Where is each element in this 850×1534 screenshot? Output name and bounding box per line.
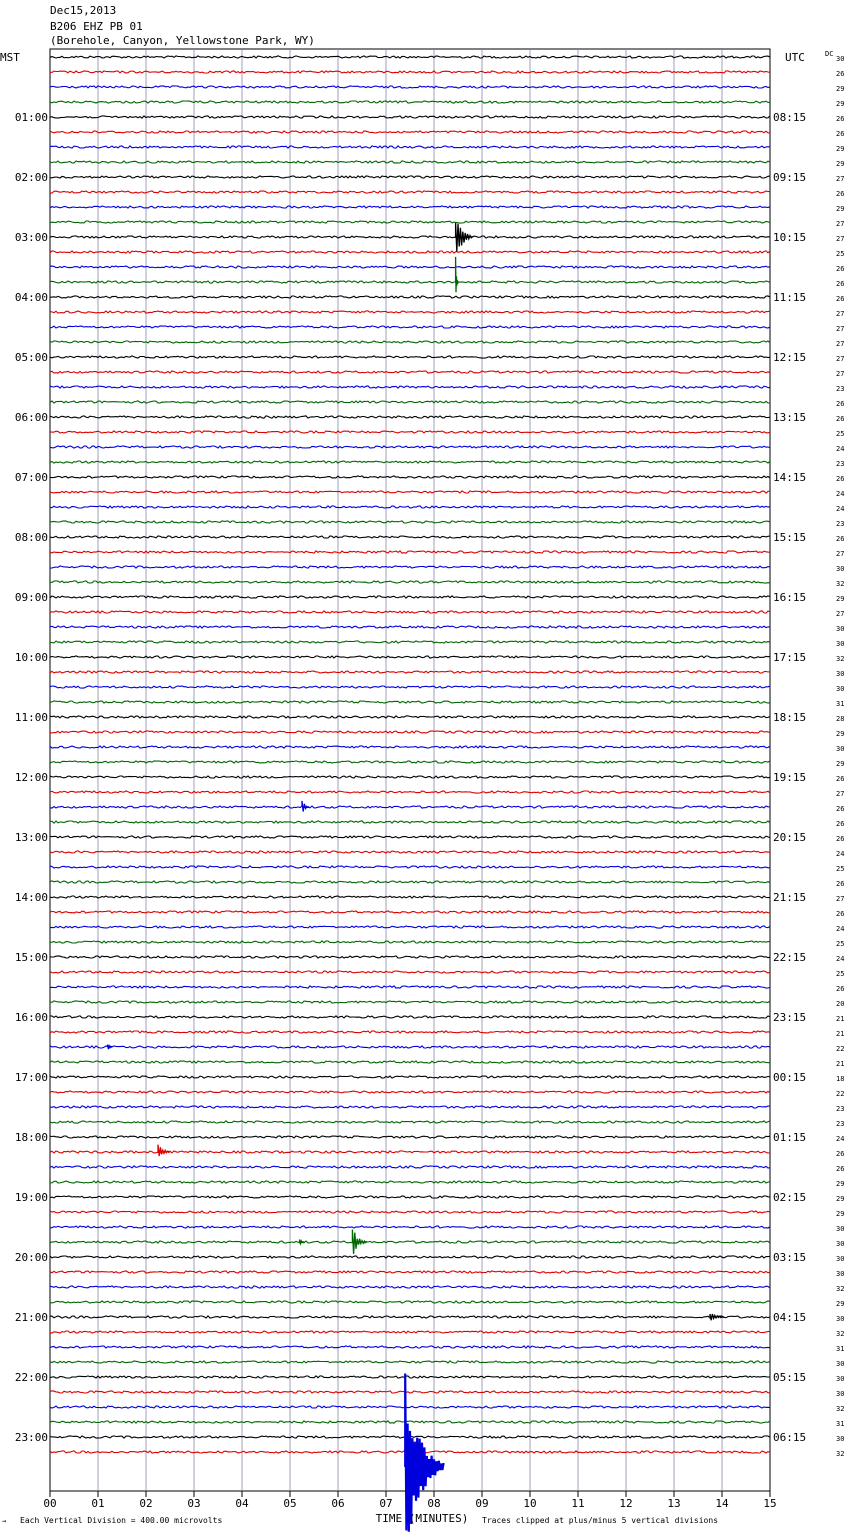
- dc-offset-value: 24: [836, 850, 845, 858]
- dc-offset-value: 26: [836, 535, 845, 543]
- x-tick-label: 02: [139, 1497, 153, 1510]
- seismic-trace: [50, 1421, 770, 1423]
- local-hour-label: 20:00: [14, 1251, 48, 1264]
- seismic-trace: [50, 536, 770, 538]
- dc-offset-value: 29: [836, 205, 845, 213]
- dc-offset-value: 30: [836, 1270, 845, 1278]
- plot-date: Dec15,2013: [50, 4, 117, 17]
- seismic-trace: [50, 296, 770, 298]
- dc-offset-value: 18: [836, 1075, 845, 1083]
- local-hour-label: 16:00: [14, 1011, 48, 1024]
- dc-offset-value: 23: [836, 1105, 845, 1113]
- local-hour-label: 18:00: [14, 1131, 48, 1144]
- seismic-trace: [50, 1106, 770, 1108]
- utc-hour-label: 14:15: [773, 471, 807, 484]
- dc-offset-value: 25: [836, 940, 845, 948]
- dc-offset-value: 25: [836, 430, 845, 438]
- dc-offset-value: 26: [836, 280, 845, 288]
- seismic-event: [352, 1230, 366, 1254]
- dc-offset-value: 24: [836, 955, 845, 963]
- seismic-trace: [50, 146, 770, 148]
- seismic-trace: [50, 971, 770, 973]
- dc-offset-value: 26: [836, 295, 845, 303]
- dc-offset-value: 26: [836, 190, 845, 198]
- dc-offset-value: 26: [836, 820, 845, 828]
- local-hour-label: 21:00: [14, 1311, 48, 1324]
- x-tick-label: 07: [379, 1497, 393, 1510]
- seismic-trace: [50, 56, 770, 58]
- dc-offset-value: 29: [836, 730, 845, 738]
- seismic-trace: [50, 581, 770, 583]
- seismic-trace: [50, 956, 770, 958]
- seismic-trace: [50, 746, 770, 748]
- dc-offset-value: 28: [836, 715, 845, 723]
- utc-hour-label: 15:15: [773, 531, 807, 544]
- seismic-trace: [50, 836, 770, 838]
- dc-offset-value: 24: [836, 925, 845, 933]
- local-hour-label: 12:00: [14, 771, 48, 784]
- x-tick-label: 14: [715, 1497, 729, 1510]
- seismic-trace: [50, 1301, 770, 1303]
- seismic-trace: [50, 1001, 770, 1003]
- seismic-trace: [50, 161, 770, 163]
- seismic-trace: [50, 551, 770, 553]
- seismic-trace: [50, 611, 770, 613]
- station-location: (Borehole, Canyon, Yellowstone Park, WY): [50, 34, 315, 47]
- local-hour-label: 19:00: [14, 1191, 48, 1204]
- seismic-trace: [50, 1346, 770, 1348]
- seismic-trace: [50, 896, 770, 898]
- seismic-trace: [50, 566, 770, 568]
- dc-offset-value: 26: [836, 130, 845, 138]
- x-tick-label: 12: [619, 1497, 633, 1510]
- seismic-trace: [50, 686, 770, 688]
- seismic-trace: [50, 311, 770, 313]
- dc-offset-value: 26: [836, 400, 845, 408]
- seismic-trace: [50, 131, 770, 133]
- utc-hour-label: 01:15: [773, 1131, 807, 1144]
- x-tick-label: 11: [571, 1497, 585, 1510]
- x-tick-label: 03: [187, 1497, 201, 1510]
- dc-offset-value: 24: [836, 445, 845, 453]
- dc-offset-value: 27: [836, 340, 845, 348]
- dc-offset-value: 25: [836, 250, 845, 258]
- dc-offset-value: 30: [836, 1240, 845, 1248]
- dc-offset-value: 23: [836, 520, 845, 528]
- dc-offset-value: 32: [836, 1405, 845, 1413]
- seismic-trace: [50, 626, 770, 628]
- seismic-trace: [50, 1241, 770, 1243]
- dc-offset-value: 23: [836, 1120, 845, 1128]
- dc-offset-value: 26: [836, 805, 845, 813]
- local-hour-label: 03:00: [14, 231, 48, 244]
- seismic-event: [158, 1145, 170, 1157]
- seismic-trace: [50, 671, 770, 673]
- utc-hour-label: 16:15: [773, 591, 807, 604]
- seismic-trace: [50, 266, 770, 268]
- dc-offset-value: 27: [836, 550, 845, 558]
- seismic-event: [456, 257, 458, 292]
- dc-offset-value: 26: [836, 70, 845, 78]
- dc-offset-value: 30: [836, 640, 845, 648]
- dc-offset-value: 30: [836, 1435, 845, 1443]
- utc-hour-label: 18:15: [773, 711, 807, 724]
- dc-offset-value: 23: [836, 385, 845, 393]
- local-hour-label: 11:00: [14, 711, 48, 724]
- seismic-trace: [50, 71, 770, 73]
- dc-offset-value: 30: [836, 1225, 845, 1233]
- x-tick-label: 13: [667, 1497, 681, 1510]
- dc-offset-value: 26: [836, 880, 845, 888]
- seismic-trace: [50, 701, 770, 703]
- seismic-trace: [50, 401, 770, 403]
- seismic-trace: [50, 866, 770, 868]
- local-hour-label: 17:00: [14, 1071, 48, 1084]
- utc-hour-label: 02:15: [773, 1191, 807, 1204]
- dc-offset-value: 25: [836, 865, 845, 873]
- seismic-trace: [50, 1181, 770, 1183]
- seismic-trace: [50, 1406, 770, 1408]
- x-tick-label: 00: [43, 1497, 57, 1510]
- dc-offset-value: 26: [836, 775, 845, 783]
- dc-offset-value: 31: [836, 1420, 845, 1428]
- seismic-trace: [50, 1196, 770, 1198]
- seismic-trace: [50, 821, 770, 823]
- dc-offset-value: 21: [836, 1030, 845, 1038]
- local-hour-label: 23:00: [14, 1431, 48, 1444]
- seismic-trace: [50, 431, 770, 433]
- corner-mark: →: [2, 1517, 7, 1525]
- dc-offset-value: 29: [836, 85, 845, 93]
- utc-hour-label: 05:15: [773, 1371, 807, 1384]
- dc-offset-value: 32: [836, 1450, 845, 1458]
- dc-offset-value: 27: [836, 235, 845, 243]
- seismic-trace: [50, 281, 770, 283]
- dc-offset-value: 29: [836, 595, 845, 603]
- dc-offset-value: 30: [836, 1315, 845, 1323]
- seismic-trace: [50, 941, 770, 943]
- local-hour-label: 08:00: [14, 531, 48, 544]
- utc-hour-label: 11:15: [773, 291, 807, 304]
- dc-column-header: DC: [825, 50, 834, 58]
- dc-offset-value: 25: [836, 970, 845, 978]
- clip-note: Traces clipped at plus/minus 5 vertical divisions: [482, 1516, 719, 1525]
- dc-offset-value: 29: [836, 1300, 845, 1308]
- seismic-trace: [50, 491, 770, 493]
- seismic-trace: [50, 221, 770, 223]
- dc-offset-value: 26: [836, 115, 845, 123]
- station-code: B206 EHZ PB 01: [50, 20, 143, 33]
- utc-hour-label: 04:15: [773, 1311, 807, 1324]
- seismic-trace: [50, 521, 770, 523]
- dc-offset-value: 22: [836, 1090, 845, 1098]
- utc-hour-label: 23:15: [773, 1011, 807, 1024]
- seismic-trace: [50, 716, 770, 718]
- seismic-trace: [50, 116, 770, 118]
- utc-hour-label: 13:15: [773, 411, 807, 424]
- local-timezone-label: MST: [0, 51, 20, 64]
- dc-offset-value: 29: [836, 1210, 845, 1218]
- seismic-trace: [50, 776, 770, 778]
- seismic-trace: [50, 1211, 770, 1213]
- local-hour-label: 07:00: [14, 471, 48, 484]
- dc-offset-value: 26: [836, 415, 845, 423]
- seismic-trace: [50, 1016, 770, 1018]
- seismic-trace: [50, 386, 770, 388]
- seismic-trace: [50, 1046, 770, 1048]
- seismic-trace: [50, 1391, 770, 1393]
- dc-offset-value: 29: [836, 100, 845, 108]
- dc-offset-value: 27: [836, 220, 845, 228]
- dc-offset-value: 27: [836, 325, 845, 333]
- seismic-trace: [50, 1121, 770, 1123]
- seismic-trace: [50, 926, 770, 928]
- seismic-trace: [50, 86, 770, 88]
- x-tick-label: 15: [763, 1497, 777, 1510]
- seismic-trace: [50, 791, 770, 793]
- seismic-trace: [50, 251, 770, 253]
- dc-offset-value: 30: [836, 685, 845, 693]
- seismic-trace: [50, 1376, 770, 1378]
- scale-note: Each Vertical Division = 400.00 microvolts: [20, 1516, 223, 1525]
- dc-offset-value: 29: [836, 145, 845, 153]
- x-tick-label: 05: [283, 1497, 297, 1510]
- seismic-trace: [50, 1061, 770, 1063]
- local-hour-label: 01:00: [14, 111, 48, 124]
- x-tick-label: 09: [475, 1497, 489, 1510]
- utc-hour-label: 12:15: [773, 351, 807, 364]
- dc-offset-value: 30: [836, 1375, 845, 1383]
- seismic-trace: [50, 341, 770, 343]
- utc-hour-label: 00:15: [773, 1071, 807, 1084]
- seismic-trace: [50, 656, 770, 658]
- x-tick-label: 04: [235, 1497, 249, 1510]
- seismic-trace: [50, 881, 770, 883]
- seismic-trace: [50, 206, 770, 208]
- dc-offset-value: 30: [836, 1390, 845, 1398]
- dc-offset-value: 24: [836, 490, 845, 498]
- dc-offset-value: 30: [836, 1360, 845, 1368]
- dc-offset-value: 29: [836, 160, 845, 168]
- seismic-trace: [50, 1076, 770, 1078]
- seismic-event: [108, 1045, 113, 1050]
- dc-offset-value: 30: [836, 565, 845, 573]
- dc-offset-value: 29: [836, 1195, 845, 1203]
- utc-hour-label: 22:15: [773, 951, 807, 964]
- x-axis-title: TIME (MINUTES): [375, 1512, 469, 1525]
- seismic-trace: [50, 101, 770, 103]
- dc-offset-value: 27: [836, 355, 845, 363]
- utc-hour-label: 19:15: [773, 771, 807, 784]
- seismic-trace: [50, 596, 770, 598]
- seismic-trace: [50, 461, 770, 463]
- dc-offset-value: 26: [836, 1165, 845, 1173]
- seismic-trace: [50, 851, 770, 853]
- seismic-trace: [50, 1271, 770, 1273]
- dc-offset-value: 29: [836, 1180, 845, 1188]
- dc-offset-value: 26: [836, 835, 845, 843]
- local-hour-label: 04:00: [14, 291, 48, 304]
- dc-offset-value: 32: [836, 1330, 845, 1338]
- dc-offset-value: 24: [836, 505, 845, 513]
- dc-offset-value: 27: [836, 610, 845, 618]
- local-hour-label: 15:00: [14, 951, 48, 964]
- dc-offset-value: 31: [836, 1345, 845, 1353]
- dc-offset-value: 32: [836, 655, 845, 663]
- local-hour-label: 09:00: [14, 591, 48, 604]
- utc-hour-label: 21:15: [773, 891, 807, 904]
- seismic-trace: [50, 476, 770, 478]
- seismic-trace: [50, 1166, 770, 1168]
- dc-offset-value: 20: [836, 1000, 845, 1008]
- seismic-trace: [50, 446, 770, 448]
- seismic-trace: [50, 1361, 770, 1363]
- seismic-trace: [50, 416, 770, 418]
- dc-offset-value: 23: [836, 460, 845, 468]
- seismic-event: [456, 223, 473, 252]
- seismic-trace: [50, 1091, 770, 1093]
- seismic-trace: [50, 1256, 770, 1258]
- local-hour-label: 14:00: [14, 891, 48, 904]
- seismic-trace: [50, 1331, 770, 1333]
- dc-offset-value: 27: [836, 370, 845, 378]
- seismic-trace: [50, 1286, 770, 1288]
- dc-offset-value: 30: [836, 55, 845, 63]
- seismic-trace: [50, 1316, 770, 1318]
- seismic-trace: [50, 356, 770, 358]
- dc-offset-value: 22: [836, 1045, 845, 1053]
- dc-offset-value: 30: [836, 1255, 845, 1263]
- dc-offset-value: 30: [836, 745, 845, 753]
- seismic-trace: [50, 191, 770, 193]
- dc-offset-value: 26: [836, 1150, 845, 1158]
- utc-hour-label: 09:15: [773, 171, 807, 184]
- seismic-trace: [50, 761, 770, 763]
- dc-offset-value: 30: [836, 625, 845, 633]
- utc-hour-label: 20:15: [773, 831, 807, 844]
- x-tick-label: 06: [331, 1497, 345, 1510]
- dc-offset-value: 31: [836, 700, 845, 708]
- utc-hour-label: 10:15: [773, 231, 807, 244]
- dc-offset-value: 30: [836, 670, 845, 678]
- dc-offset-value: 32: [836, 580, 845, 588]
- plot-frame: [50, 49, 770, 1491]
- local-hour-label: 02:00: [14, 171, 48, 184]
- x-tick-label: 01: [91, 1497, 105, 1510]
- local-hour-label: 22:00: [14, 1371, 48, 1384]
- dc-offset-value: 27: [836, 175, 845, 183]
- dc-offset-value: 24: [836, 1135, 845, 1143]
- seismic-trace: [50, 236, 770, 238]
- seismic-trace: [50, 1136, 770, 1138]
- local-hour-label: 13:00: [14, 831, 48, 844]
- dc-offset-value: 32: [836, 1285, 845, 1293]
- utc-timezone-label: UTC: [785, 51, 805, 64]
- seismic-trace: [50, 176, 770, 178]
- dc-offset-value: 21: [836, 1060, 845, 1068]
- dc-offset-value: 27: [836, 895, 845, 903]
- dc-offset-value: 26: [836, 910, 845, 918]
- x-tick-label: 08: [427, 1497, 441, 1510]
- dc-offset-value: 26: [836, 265, 845, 273]
- utc-hour-label: 17:15: [773, 651, 807, 664]
- seismic-trace: [50, 326, 770, 328]
- dc-offset-value: 29: [836, 760, 845, 768]
- dc-offset-value: 27: [836, 310, 845, 318]
- seismic-trace: [50, 806, 770, 808]
- utc-hour-label: 03:15: [773, 1251, 807, 1264]
- local-hour-label: 06:00: [14, 411, 48, 424]
- seismic-trace: [50, 731, 770, 733]
- seismic-event: [302, 801, 309, 812]
- seismic-trace: [50, 986, 770, 988]
- dc-offset-value: 26: [836, 475, 845, 483]
- seismic-trace: [50, 506, 770, 508]
- utc-hour-label: 08:15: [773, 111, 807, 124]
- seismic-trace: [50, 911, 770, 913]
- seismic-trace: [50, 641, 770, 643]
- local-hour-label: 05:00: [14, 351, 48, 364]
- dc-offset-value: 26: [836, 985, 845, 993]
- dc-offset-value: 27: [836, 790, 845, 798]
- dc-offset-value: 21: [836, 1015, 845, 1023]
- local-hour-label: 10:00: [14, 651, 48, 664]
- x-tick-label: 10: [523, 1497, 537, 1510]
- seismic-trace: [50, 371, 770, 373]
- seismic-trace: [50, 1031, 770, 1033]
- utc-hour-label: 06:15: [773, 1431, 807, 1444]
- seismic-trace: [50, 1226, 770, 1228]
